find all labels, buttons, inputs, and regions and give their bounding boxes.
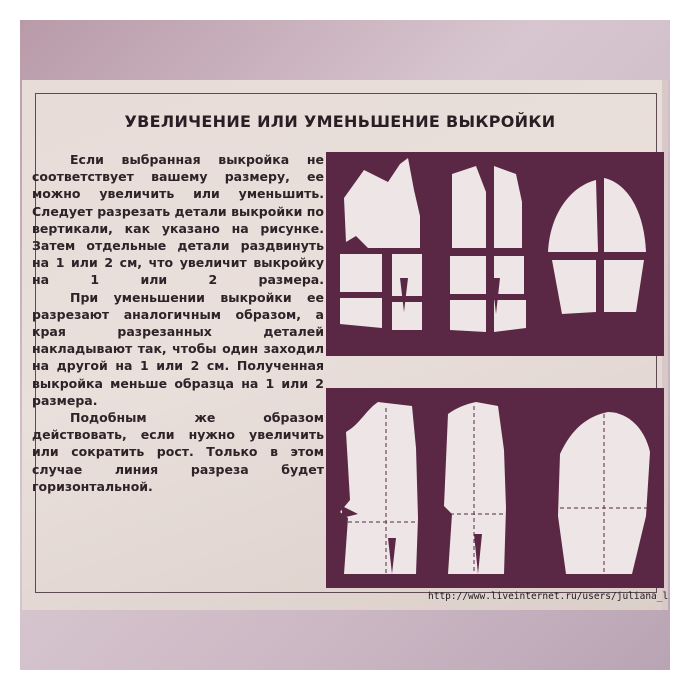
article-body [32,151,324,495]
front-upper-left [452,166,486,248]
back-upper-left [344,158,420,248]
paragraph-2: При уменьшении выкройки ее разрезают аналогичным образом, а края разрезанных деталей накладывают так, чтобы один заходил на другой на 1 или 2 см. Полученная выкройка меньше образца на 1 или 2 размера. [32,289,324,408]
back-hem-left [340,298,382,328]
reduce-pattern-diagram [326,388,664,588]
front-hem-right [494,300,526,332]
source-watermark: http://www.liveinternet.ru/users/juliana_l [428,591,669,602]
paragraph-1: Если выбранная выкройка не соответствует вашему размеру, ее можно увеличить или уменьшить. Следует разрезать детали выкройки по вертикали, как указано на рисунке. Затем отдельные детали раздвинуть на 1 или 2 см, что увеличит выкройку на 1 или 2 размера. [32,152,324,288]
sleeve-lower-left [552,260,596,314]
front-upper-right [494,166,522,248]
front-mid-left [450,256,486,294]
sleeve-right [604,178,646,252]
figure-enlarge [326,152,664,356]
enlarge-pattern-diagram [326,152,664,356]
back-lower-right [392,254,422,296]
front-piece [444,402,506,574]
sleeve-left [548,180,598,252]
back-piece [340,402,418,574]
back-hem-right [392,302,422,330]
article-title: УВЕЛИЧЕНИЕ ИЛИ УМЕНЬШЕНИЕ ВЫКРОЙКИ [124,112,556,131]
figure-reduce [326,388,664,588]
sleeve-lower-right [604,260,644,312]
back-lower-left [340,254,382,292]
paragraph-3: Подобным же образом действовать, если нужно увеличить или сократить рост. Только в этом случае линия разреза будет горизонтальной. [32,410,324,494]
front-hem-left [450,300,486,332]
